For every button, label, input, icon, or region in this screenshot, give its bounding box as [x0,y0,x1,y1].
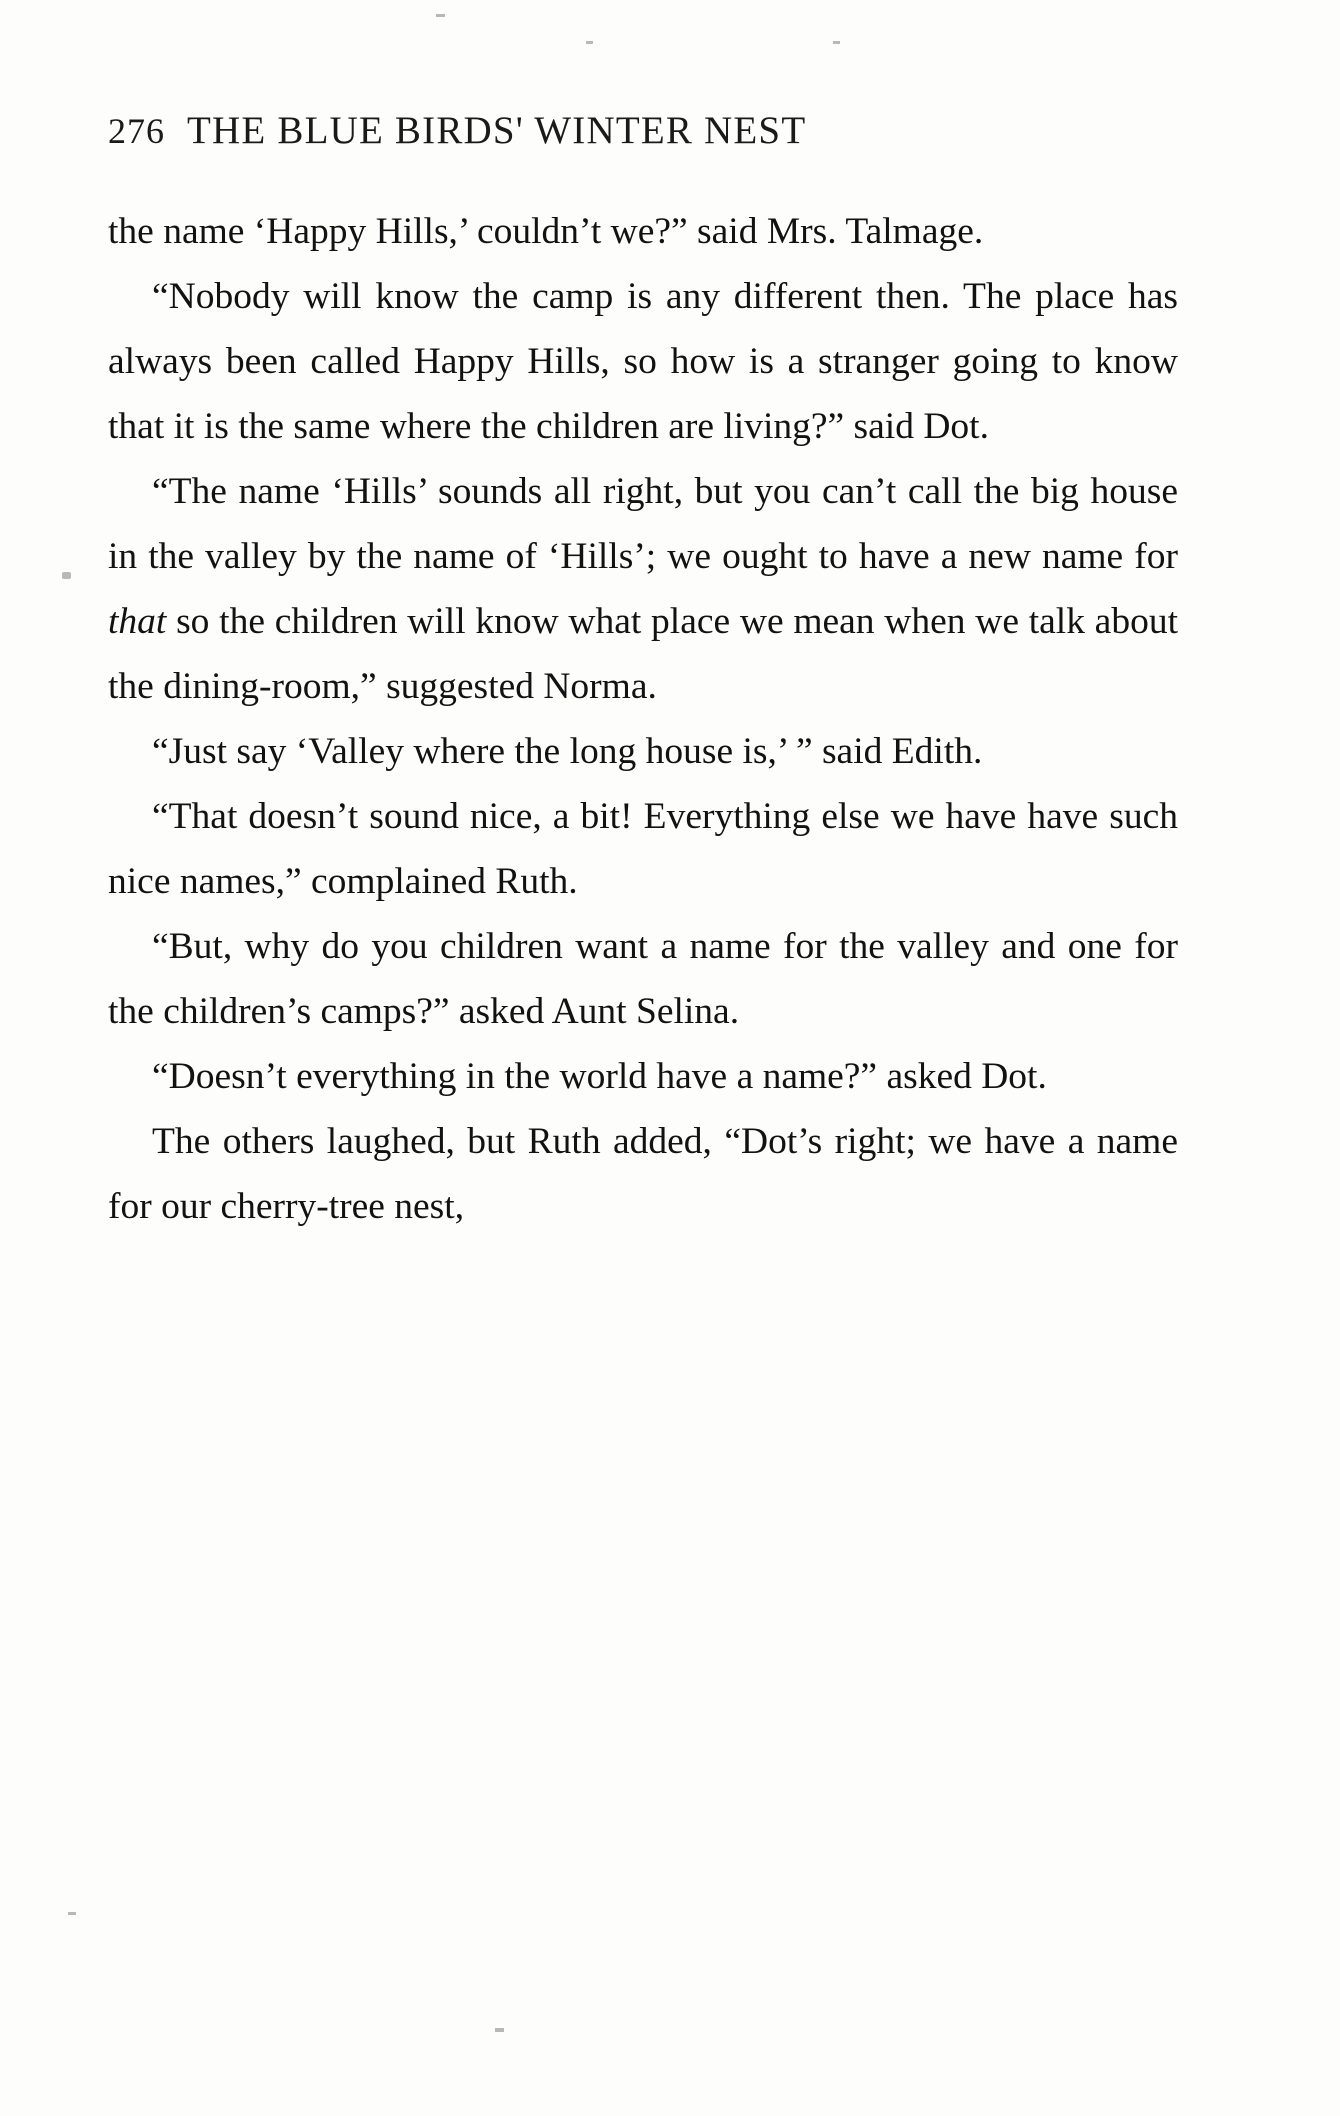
page-header [108,108,1178,153]
page-content [108,108,1178,1239]
paragraph-segment: so the children will know what place we mean when we talk about the dining-room,” suggested Norma. [108,601,1178,707]
paragraph: “That doesn’t sound nice, a bit! Everything else we have have such nice names,” complained Ruth. [108,796,1178,902]
scan-artifact-mark [495,2028,504,2032]
scan-artifact-mark [833,41,840,44]
paragraph-segment: “The name ‘Hills’ sounds all right, but you can’t call the big house in the valley by the name of ‘Hills’; we ought to have a new name for [108,471,1178,577]
scan-artifact-mark [586,41,593,44]
running-head: THE BLUE BIRDS' WINTER NEST [187,109,807,152]
paragraph: “Doesn’t everything in the world have a name?” asked Dot. [152,1056,1047,1097]
paragraph: “Just say ‘Valley where the long house is,’ ” said Edith. [152,731,983,772]
page-number: 276 [108,111,165,151]
paragraph [108,459,1178,719]
paragraph: “But, why do you children want a name for the valley and one for the children’s camps?” asked Aunt Selina. [108,926,1178,1032]
body-text [108,199,1178,1239]
paragraph: “Nobody will know the camp is any different then. The place has always been called Happy Hills, so how is a stranger going to know that it is the same where the children are living?” said Dot. [108,276,1178,447]
paragraph: The others laughed, but Ruth added, “Dot’s right; we have a name for our cherry-tree nest, [108,1121,1178,1227]
scan-artifact-mark [68,1912,76,1915]
scan-artifact-mark [436,14,445,17]
scan-artifact-mark [62,572,71,579]
emphasis-word: that [108,601,167,642]
paragraph: the name ‘Happy Hills,’ couldn’t we?” said Mrs. Talmage. [108,211,984,252]
